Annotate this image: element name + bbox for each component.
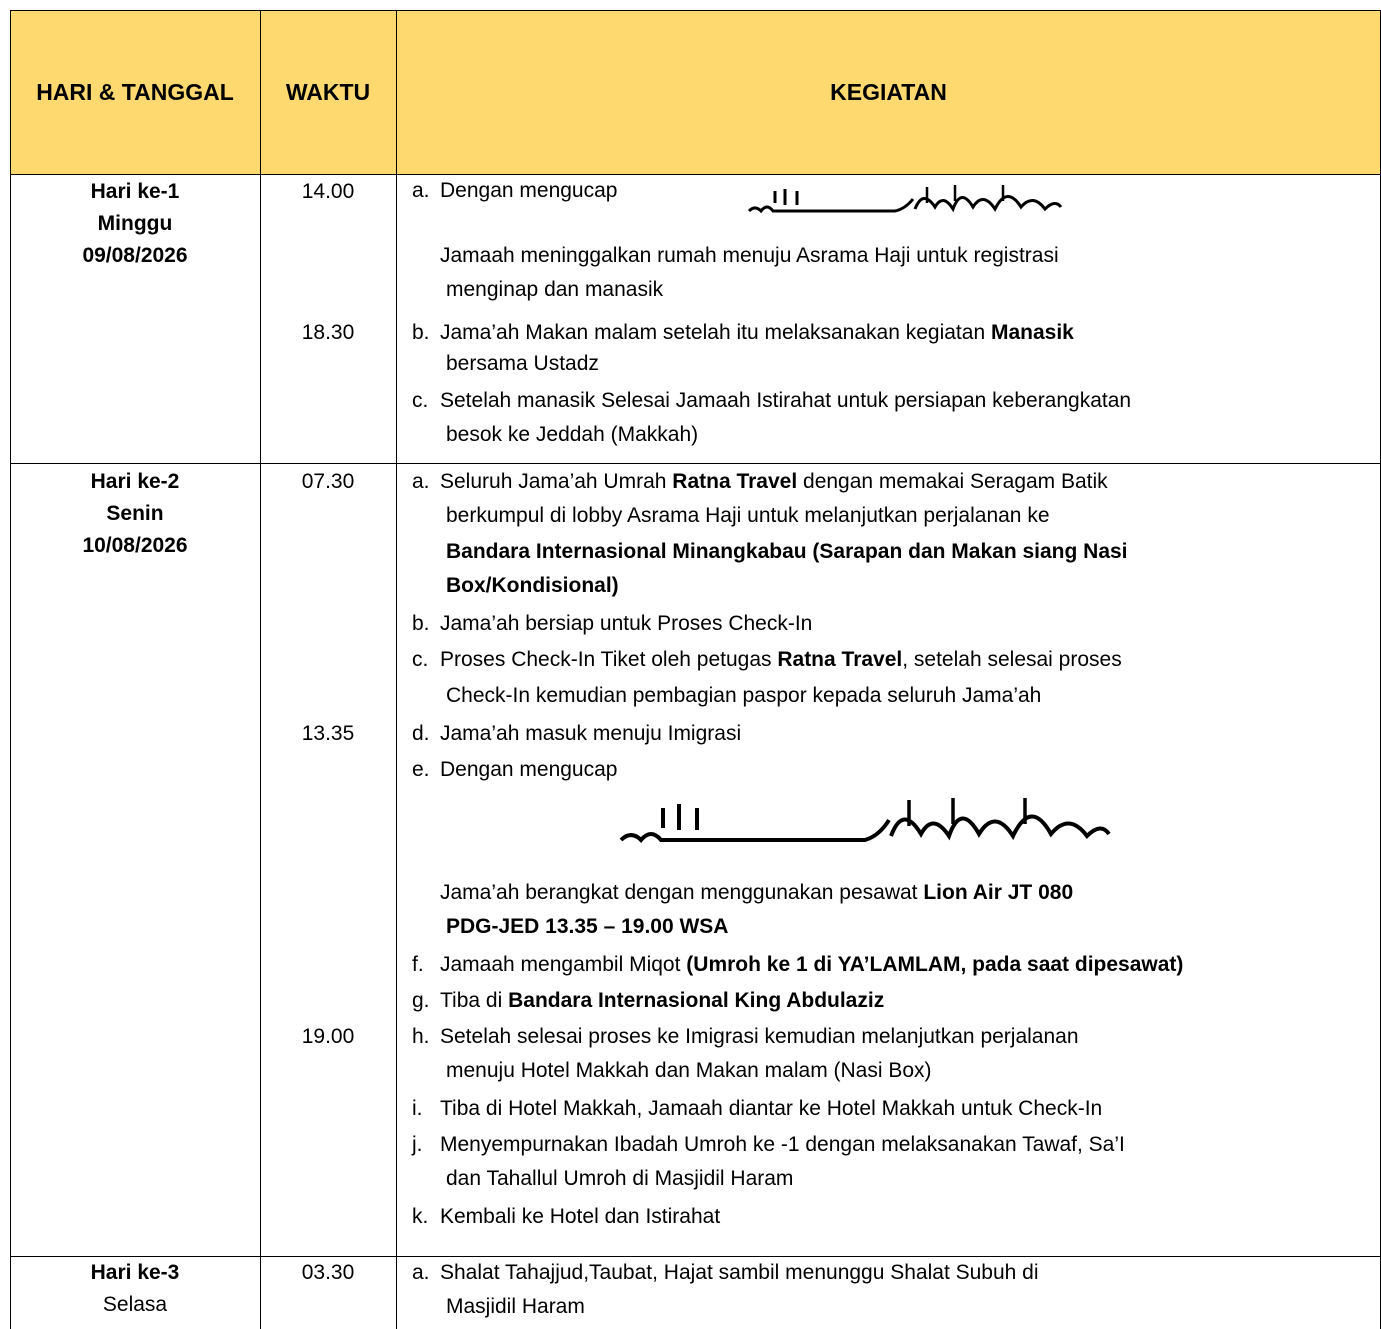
activity-line: Masjidil Haram: [446, 1295, 585, 1318]
header-day-date: HARI & TANGGAL: [36, 79, 234, 105]
activity-line: menginap dan manasik: [446, 278, 664, 301]
day-weekday: Senin: [106, 502, 164, 525]
activity-line: Jama’ah berangkat dengan menggunakan pesawat Lion Air JT 080: [440, 881, 1074, 904]
activity-line: besok ke Jeddah (Makkah): [446, 423, 699, 446]
border-col1: [260, 10, 261, 1329]
day-weekday: Minggu: [97, 212, 173, 235]
time-cell: 14.00: [301, 180, 355, 203]
day-2-cell: [10, 466, 260, 562]
activity-line: bersama Ustadz: [446, 352, 599, 375]
activity-line: Bandara Internasional Minangkabau (Sarapan dan Makan siang Nasi: [446, 540, 1128, 563]
activity-line: Check-In kemudian pembagian paspor kepada seluruh Jama’ah: [446, 684, 1042, 707]
header-time: WAKTU: [285, 79, 371, 105]
activity-line: Jamaah meninggalkan rumah menuju Asrama Haji untuk registrasi: [440, 244, 1059, 267]
activity-line: menuju Hotel Makkah dan Makan malam (Nasi Box): [446, 1059, 932, 1082]
activity-line: f. Jamaah mengambil Miqot (Umroh ke 1 di YA’LAMLAM, pada saat dipesawat): [412, 953, 1184, 976]
activity-line: a. Shalat Tahajjud,Taubat, Hajat sambil menunggu Shalat Subuh di: [412, 1261, 1039, 1284]
activity-line: g. Tiba di Bandara Internasional King Abdulaziz: [412, 989, 885, 1012]
activity-line: Box/Kondisional): [446, 574, 619, 597]
border-header-bottom: [10, 174, 1381, 175]
day-date: 10/08/2026: [82, 534, 188, 557]
basmalah-calligraphy-image: [615, 792, 1115, 856]
activity-line: berkumpul di lobby Asrama Haji untuk melanjutkan perjalanan ke: [446, 504, 1050, 527]
itinerary-table: [10, 10, 1381, 1329]
border-col2: [396, 10, 397, 1329]
time-cell: 03.30: [301, 1261, 355, 1284]
activity-line: h. Setelah selesai proses ke Imigrasi kemudian melanjutkan perjalanan: [412, 1025, 1079, 1048]
header-activity: KEGIATAN: [830, 79, 947, 105]
activity-line: d. Jama’ah masuk menuju Imigrasi: [412, 722, 742, 745]
activity-line: a. Seluruh Jama’ah Umrah Ratna Travel dengan memakai Seragam Batik: [412, 470, 1108, 493]
activity-line: dan Tahallul Umroh di Masjidil Haram: [446, 1167, 794, 1190]
activity-line: k. Kembali ke Hotel dan Istirahat: [412, 1205, 721, 1228]
border-top: [10, 10, 1381, 11]
day-label: Hari ke-3: [90, 1261, 180, 1284]
activity-line: b. Jama’ah bersiap untuk Proses Check-In: [412, 612, 813, 635]
day-label: Hari ke-1: [90, 180, 180, 203]
day-date: 09/08/2026: [82, 244, 188, 267]
day-1-cell: [10, 176, 260, 272]
activity-line: i. Tiba di Hotel Makkah, Jamaah diantar ke Hotel Makkah untuk Check-In: [412, 1097, 1103, 1120]
activity-line: PDG-JED 13.35 – 19.00 WSA: [446, 915, 729, 938]
activity-line: c. Proses Check-In Tiket oleh petugas Ratna Travel, setelah selesai proses: [412, 648, 1122, 671]
time-cell: 13.35: [301, 722, 355, 745]
day-weekday: Selasa: [102, 1293, 168, 1316]
basmalah-calligraphy-image: [745, 181, 1065, 221]
activity-line: b. Jama’ah Makan malam setelah itu melaksanakan kegiatan Manasik: [412, 321, 1074, 344]
day-3-cell: [10, 1257, 260, 1321]
time-cell: 18.30: [301, 321, 355, 344]
activity-line: j. Menyempurnakan Ibadah Umroh ke -1 dengan melaksanakan Tawaf, Sa’I: [412, 1133, 1125, 1156]
day-label: Hari ke-2: [90, 470, 180, 493]
time-cell: 07.30: [301, 470, 355, 493]
activity-line: c. Setelah manasik Selesai Jamaah Istirahat untuk persiapan keberangkatan: [412, 389, 1132, 412]
activity-line: e. Dengan mengucap: [412, 758, 618, 781]
time-cell: 19.00: [301, 1025, 355, 1048]
border-day1-bottom: [10, 463, 1381, 464]
activity-line: a. Dengan mengucap: [412, 179, 618, 202]
